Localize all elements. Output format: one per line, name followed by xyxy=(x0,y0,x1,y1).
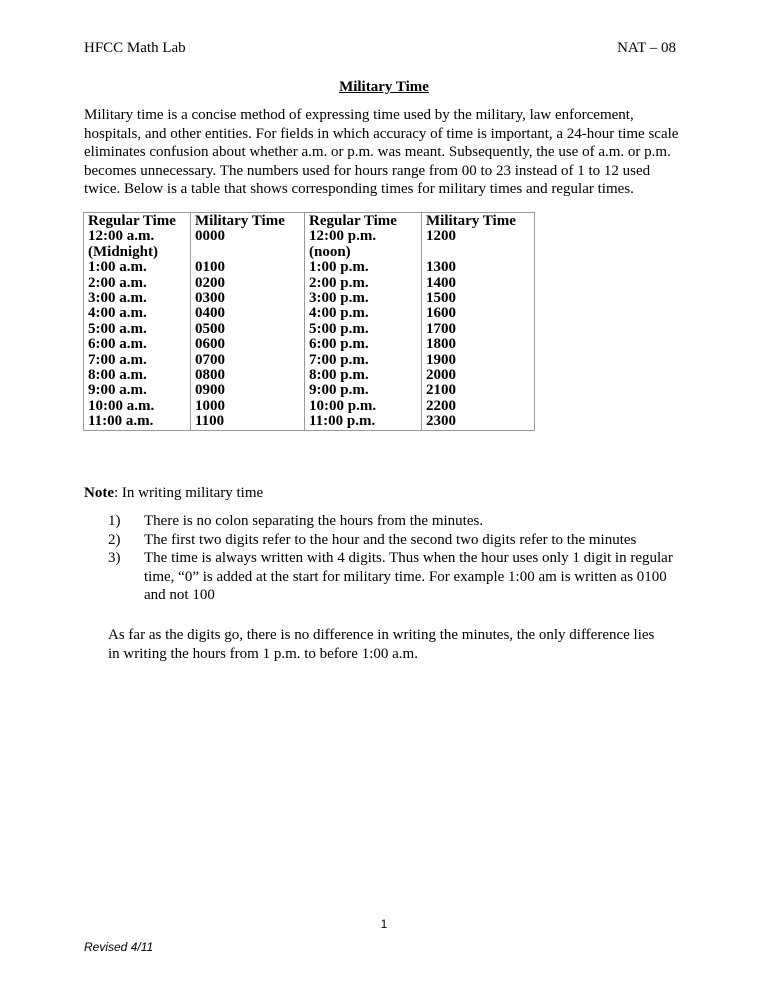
table-cell: 1200 xyxy=(426,228,456,245)
table-cell: 0500 xyxy=(195,320,225,337)
header-cell: Military Time xyxy=(426,213,516,229)
list-item xyxy=(84,531,674,550)
table-cell: 1500 xyxy=(426,289,456,306)
header-cell: Regular Time xyxy=(309,213,397,229)
list-item-number: 3) xyxy=(108,550,121,567)
note-label: Note xyxy=(84,485,114,501)
table-cell: 3:00 p.m. xyxy=(309,289,369,306)
table-cell: 5:00 a.m. xyxy=(88,320,147,337)
header-cell: Military Time xyxy=(195,213,285,229)
table-cell: 6:00 p.m. xyxy=(309,336,369,353)
header-right: NAT – 08 xyxy=(617,40,676,56)
list-item xyxy=(84,549,674,605)
table-cell: 1600 xyxy=(426,305,456,322)
closing-paragraph: As far as the digits go, there is no difference in writing the minutes, the only difference lies in writing the hours from 1 p.m. to before 1:00 a.m. xyxy=(108,627,655,662)
list-item xyxy=(84,512,674,531)
military-time-table xyxy=(83,212,535,431)
note-line xyxy=(84,485,263,502)
table-cell: 10:00 a.m. xyxy=(88,397,155,414)
table-cell: 2:00 a.m. xyxy=(88,274,147,291)
column-am-regular xyxy=(84,213,191,431)
table-cell: 1300 xyxy=(426,259,456,276)
table-cell: 9:00 a.m. xyxy=(88,382,147,399)
table-cell: 2200 xyxy=(426,397,456,414)
table-cell: 1100 xyxy=(195,413,225,430)
table-cell: 3:00 a.m. xyxy=(88,289,147,306)
table-cell: 7:00 p.m. xyxy=(309,351,369,368)
table-cell: 1:00 p.m. xyxy=(309,259,369,276)
table-cell: 8:00 a.m. xyxy=(88,366,147,383)
table-cell: 1000 xyxy=(195,397,225,414)
table-cell: 12:00 p.m. xyxy=(309,228,377,245)
table-cell: 4:00 p.m. xyxy=(309,305,369,322)
table-cell: 9:00 p.m. xyxy=(309,382,369,399)
rules-list xyxy=(84,512,674,605)
table-cell: 0000 xyxy=(195,228,225,245)
table-cell: 0200 xyxy=(195,274,225,291)
table-cell: 2:00 p.m. xyxy=(309,274,369,291)
table-cell: 1900 xyxy=(426,351,456,368)
table-cell: 11:00 a.m. xyxy=(88,413,154,430)
column-pm-regular xyxy=(305,213,422,431)
column-am-military xyxy=(191,213,305,431)
table-cell: 11:00 p.m. xyxy=(309,413,376,430)
table-cell: 0300 xyxy=(195,289,225,306)
table-cell xyxy=(426,245,530,260)
table-cell: 12:00 a.m. xyxy=(88,228,155,245)
table-row xyxy=(84,213,535,431)
table-cell: 2000 xyxy=(426,366,456,383)
table-cell: 5:00 p.m. xyxy=(309,320,369,337)
list-item-text: There is no colon separating the hours from the minutes. xyxy=(144,513,484,529)
table-cell: 0600 xyxy=(195,336,225,353)
page-number: 1 xyxy=(380,917,388,931)
table-cell: 0400 xyxy=(195,305,225,322)
revision-footer: Revised 4/11 xyxy=(84,940,154,954)
list-item-text: The first two digits refer to the hour and the second two digits refer to the minutes xyxy=(144,531,637,548)
table-cell xyxy=(195,245,300,260)
table-cell: 0100 xyxy=(195,259,225,276)
table-cell: 10:00 p.m. xyxy=(309,397,377,414)
table-cell: 1400 xyxy=(426,274,456,291)
table-cell: 4:00 a.m. xyxy=(88,305,147,322)
page-title xyxy=(0,79,768,96)
intro-text: Military time is a concise method of expressing time used by the military, law enforcement, hospitals, and other entities. For fields in which accuracy of time is important, a 24-hour time scale eliminates confusion about whether a.m. or p.m. was meant. Subsequently, the use of a.m. or p.m. becomes unnecessary. The numbers used for hours range from 00 to 23 instead of 1 to 12 used twice. Below is a table that shows corresponding times for military times and regular times. xyxy=(84,107,679,198)
table-cell: 7:00 a.m. xyxy=(88,351,147,368)
table-cell: 2100 xyxy=(426,382,456,399)
table-cell: 6:00 a.m. xyxy=(88,336,147,353)
page-title-text: Military Time xyxy=(339,79,429,95)
header-left: HFCC Math Lab xyxy=(84,40,186,56)
table-cell: 0700 xyxy=(195,351,225,368)
header-cell: Regular Time xyxy=(88,213,176,229)
note-text: : In writing military time xyxy=(114,485,264,501)
list-item-number: 2) xyxy=(108,531,121,548)
table-cell: (Midnight) xyxy=(88,243,159,260)
table-cell: 0800 xyxy=(195,366,225,383)
column-pm-military xyxy=(422,213,535,431)
list-item-text: The time is always written with 4 digits. Thus when the hour uses only 1 digit in regular time, “0” is added at the start for military time. For example 1:00 am is written as 0100 and not 100 xyxy=(144,550,673,604)
table-cell: (noon) xyxy=(309,243,351,260)
table-cell: 1:00 a.m. xyxy=(88,259,147,276)
table-cell: 1700 xyxy=(426,320,456,337)
table-cell: 8:00 p.m. xyxy=(309,366,369,383)
table-cell: 1800 xyxy=(426,336,456,353)
list-item-number: 1) xyxy=(108,513,121,529)
intro-paragraph xyxy=(84,106,684,199)
table-cell: 2300 xyxy=(426,413,456,430)
table-cell: 0900 xyxy=(195,382,225,399)
